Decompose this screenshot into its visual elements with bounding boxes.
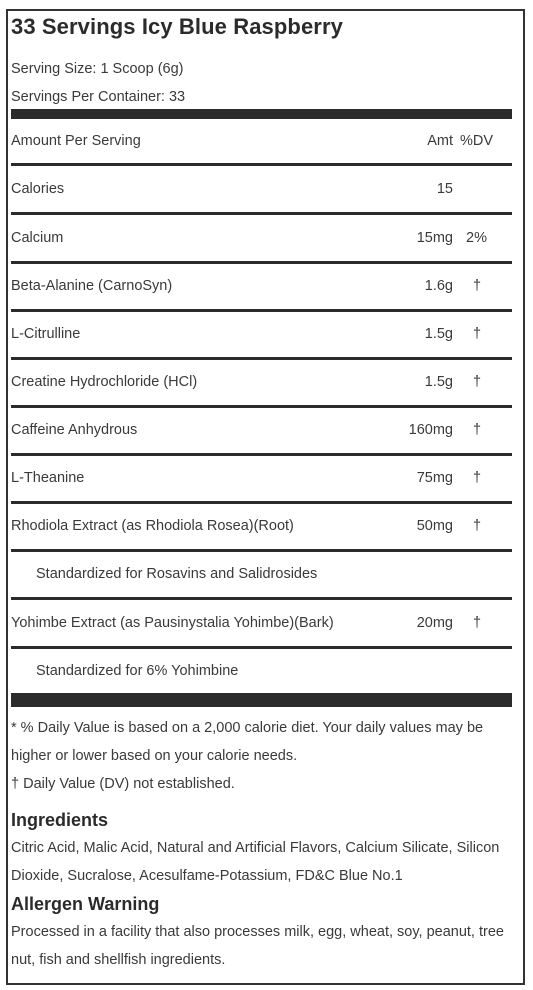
table-row — [11, 648, 512, 694]
row-amt: 1.5g — [424, 374, 453, 390]
row-dv: † — [473, 374, 482, 390]
row-amt: 20mg — [416, 615, 453, 631]
header-dv: %DV — [460, 133, 494, 149]
table-row — [11, 215, 512, 264]
row-dv: † — [473, 470, 482, 486]
bottom-divider — [11, 693, 512, 707]
row-amt: 1.5g — [424, 326, 453, 342]
table-row — [11, 311, 512, 360]
table-row — [11, 600, 512, 649]
dv-not-established-footnote: † Daily Value (DV) not established. — [11, 776, 235, 792]
ingredients-heading: Ingredients — [11, 810, 109, 830]
table-row — [11, 455, 512, 504]
row-dv: † — [473, 326, 482, 342]
row-amt: 15 — [436, 181, 453, 197]
table-row — [11, 503, 512, 552]
header-amt: Amt — [427, 133, 453, 149]
row-name-subnote: Standardized for 6% Yohimbine — [36, 663, 239, 679]
row-dv: † — [473, 278, 482, 294]
row-name: L-Citrulline — [11, 326, 81, 342]
row-amt: 1.6g — [424, 278, 453, 294]
row-name: Beta-Alanine (CarnoSyn) — [11, 278, 173, 294]
row-name: Yohimbe Extract (as Pausinystalia Yohimbe)(Bark) — [11, 615, 334, 631]
row-dv: † — [473, 518, 482, 534]
table-row — [11, 551, 512, 600]
header-amount-per-serving: Amount Per Serving — [11, 133, 141, 149]
table-row — [11, 166, 512, 215]
row-name: Caffeine Anhydrous — [11, 422, 138, 438]
row-dv: † — [473, 615, 482, 631]
serving-size: Serving Size: 1 Scoop (6g) — [11, 61, 184, 77]
row-amt: 75mg — [416, 470, 453, 486]
row-name: Rhodiola Extract (as Rhodiola Rosea)(Root) — [11, 518, 294, 534]
table-row — [11, 359, 512, 408]
row-amt: 50mg — [416, 518, 453, 534]
row-amt: 15mg — [416, 230, 453, 246]
product-title: 33 Servings Icy Blue Raspberry — [11, 14, 343, 39]
allergen-text: Processed in a facility that also processes milk, egg, wheat, soy, peanut, tree nut, fish and shellfish ingredients. — [11, 924, 504, 968]
allergen-heading: Allergen Warning — [11, 894, 160, 914]
row-name: L-Theanine — [11, 470, 85, 486]
row-name: Calories — [11, 181, 65, 197]
daily-value-footnote: * % Daily Value is based on a 2,000 calorie diet. Your daily values may be higher or lower based on your calorie needs. — [11, 720, 484, 764]
servings-per-container: Servings Per Container: 33 — [11, 89, 186, 105]
top-divider — [11, 109, 512, 119]
table-header-row — [11, 119, 512, 166]
row-amt: 160mg — [408, 422, 453, 438]
row-dv: 2% — [466, 230, 487, 246]
row-name-subnote: Standardized for Rosavins and Salidrosides — [36, 566, 318, 582]
row-name: Calcium — [11, 230, 64, 246]
table-row — [11, 263, 512, 312]
row-dv: † — [473, 422, 482, 438]
row-name: Creatine Hydrochloride (HCl) — [11, 374, 198, 390]
table-row — [11, 407, 512, 456]
ingredients-text: Citric Acid, Malic Acid, Natural and Artificial Flavors, Calcium Silicate, Silicon Dioxide, Sucralose, Acesulfame-Potassium, FD&C Blue No.1 — [11, 840, 500, 884]
